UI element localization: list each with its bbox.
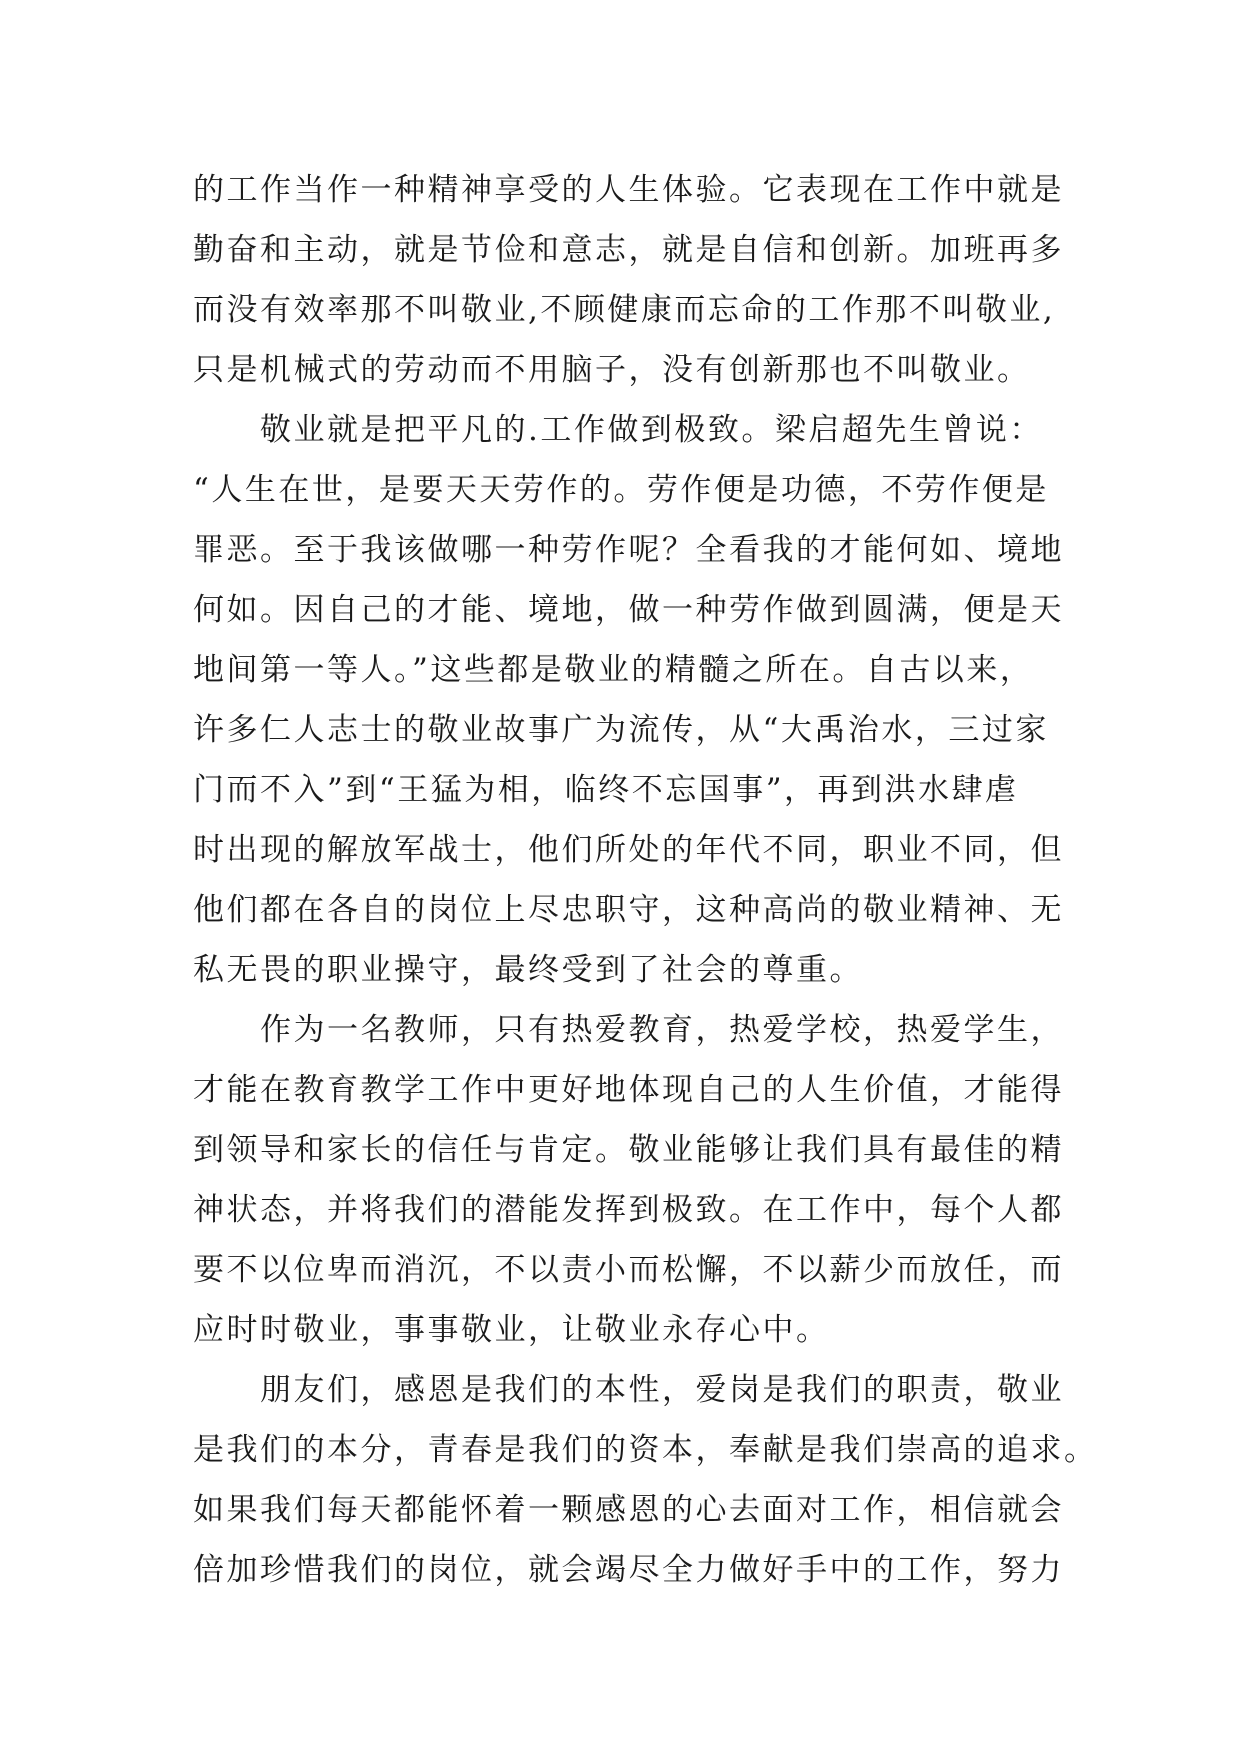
text-line: 应时时敬业，事事敬业，让敬业永存心中。 (193, 1312, 830, 1348)
text-line: 他们都在各自的岗位上尽忠职守，这种高尚的敬业精神、无 (193, 892, 1064, 928)
text-line: 许多仁人志士的敬业故事广为流传，从“大禹治水，三过家 (193, 712, 1049, 748)
text-line: 地间第一等人。”这些都是敬业的精髓之所在。自古以来， (193, 652, 1034, 688)
text-line: 作为一名教师，只有热爱教育，热爱学校，热爱学生， (193, 1012, 1064, 1048)
text-line: 如果我们每天都能怀着一颗感恩的心去面对工作，相信就会 (193, 1492, 1064, 1528)
text-line: 何如。因自己的才能、境地，做一种劳作做到圆满，便是天 (193, 592, 1064, 628)
text-line: 要不以位卑而消沉，不以责小而松懈，不以薪少而放任，而 (193, 1252, 1064, 1288)
text-line: 敬业就是把平凡的.工作做到极致。梁启超先生曾说： (193, 412, 1043, 448)
text-line: 神状态，并将我们的潜能发挥到极致。在工作中，每个人都 (193, 1192, 1064, 1228)
text-line: 时出现的解放军战士，他们所处的年代不同，职业不同，但 (193, 832, 1064, 868)
text-line: 倍加珍惜我们的岗位，就会竭尽全力做好手中的工作，努力 (193, 1552, 1064, 1588)
text-line: 的工作当作一种精神享受的人生体验。它表现在工作中就是 (193, 172, 1064, 208)
text-line: 勤奋和主动，就是节俭和意志，就是自信和创新。加班再多 (193, 232, 1064, 268)
text-line: 到领导和家长的信任与肯定。敬业能够让我们具有最佳的精 (193, 1132, 1064, 1168)
text-line: 罪恶。至于我该做哪一种劳作呢？全看我的才能何如、境地 (193, 532, 1064, 568)
text-line: 而没有效率那不叫敬业,不顾健康而忘命的工作那不叫敬业, (193, 292, 1056, 328)
body-text (193, 160, 1098, 1600)
text-line: 是我们的本分，青春是我们的资本，奉献是我们崇高的追求。 (193, 1432, 1098, 1468)
text-line: 朋友们，感恩是我们的本性，爱岗是我们的职责，敬业 (193, 1372, 1064, 1408)
text-line: “人生在世，是要天天劳作的。劳作便是功德，不劳作便是 (193, 472, 1049, 508)
text-line: 门而不入”到“王猛为相，临终不忘国事”，再到洪水肆虐 (193, 772, 1019, 808)
text-line: 才能在教育教学工作中更好地体现自己的人生价值，才能得 (193, 1072, 1064, 1108)
text-line: 只是机械式的劳动而不用脑子，没有创新那也不叫敬业。 (193, 352, 1031, 388)
text-line: 私无畏的职业操守，最终受到了社会的尊重。 (193, 952, 863, 988)
